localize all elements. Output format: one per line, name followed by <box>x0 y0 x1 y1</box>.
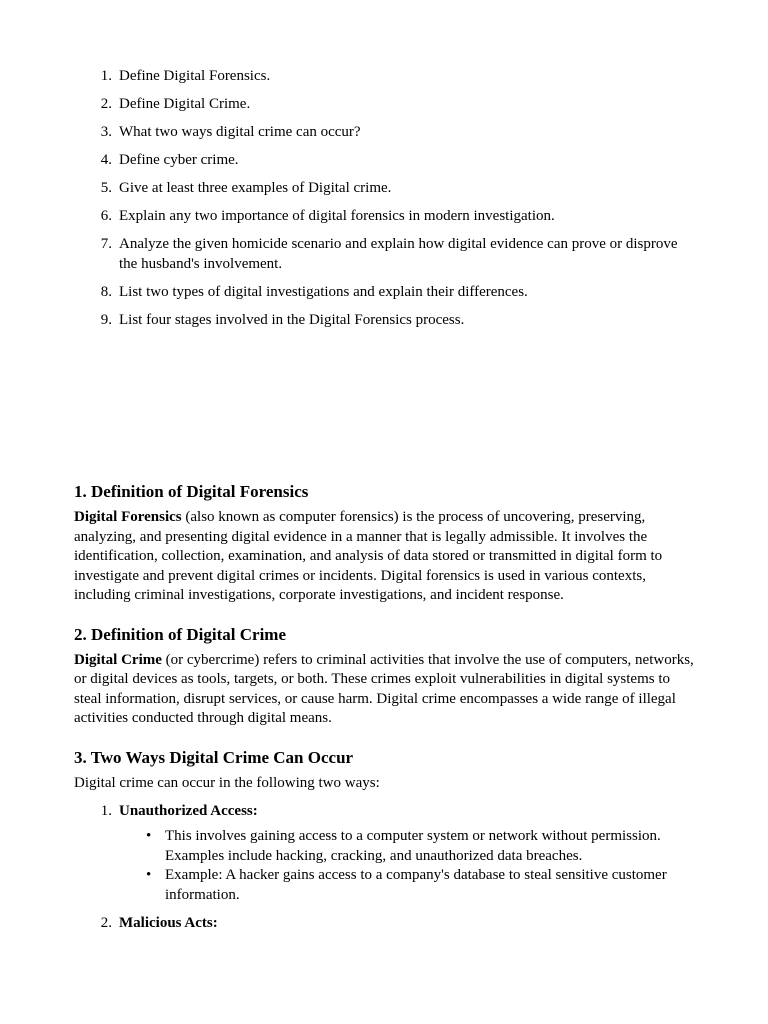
bullet-item <box>119 866 694 905</box>
paragraph-text: (also known as computer forensics) is the process of uncovering, preserving, analyzing, and presenting digital evidence in a manner that is legally admissible. It involves the identification, collection, examination, and analysis of data stored or transmitted in digital form to investigate and prevent digital crimes or incidents. Digital forensics is used in various contexts, including criminal investigations, corporate investigations, and incident response. <box>74 509 663 603</box>
question-number: 1. <box>100 68 112 84</box>
paragraph-text: (or cybercrime) refers to criminal activities that involve the use of computers, networks, or digital devices as tools, targets, or both. These crimes exploit vulnerabilities in digital systems to steal information, disrupt services, or cause harm. Digital crime encompasses a wide range of illegal activities conducted through digital means. <box>74 651 694 726</box>
ways-list-item <box>74 913 694 933</box>
question-item <box>74 206 694 226</box>
question-text: List two types of digital investigations and explain their differences. <box>119 284 528 300</box>
section-digital-crime <box>74 623 694 729</box>
question-text: Define Digital Crime. <box>119 96 251 112</box>
question-text: List four stages involved in the Digital Forensics process. <box>119 312 465 328</box>
question-text: Define cyber crime. <box>119 152 239 168</box>
question-text: Explain any two importance of digital forensics in modern investigation. <box>119 208 555 224</box>
question-item <box>74 94 694 114</box>
question-text: What two ways digital crime can occur? <box>119 124 361 140</box>
section-heading: 1. Definition of Digital Forensics <box>74 482 309 501</box>
question-text: Give at least three examples of Digital crime. <box>119 180 392 196</box>
question-item <box>74 234 694 274</box>
section-two-ways <box>74 746 694 934</box>
section-heading: 3. Two Ways Digital Crime Can Occur <box>74 747 354 767</box>
question-item <box>74 66 694 86</box>
question-number: 8. <box>100 284 112 300</box>
question-item <box>74 122 694 142</box>
question-list <box>74 66 694 338</box>
question-number: 2. <box>100 96 112 112</box>
bullet-text: Example: A hacker gains access to a company's database to steal sensitive customer information. <box>165 867 667 903</box>
list-item-title: Malicious Acts: <box>119 915 218 931</box>
section-digital-forensics <box>74 480 694 606</box>
question-item <box>74 282 694 302</box>
question-text: Define Digital Forensics. <box>119 68 271 84</box>
question-item <box>74 310 694 330</box>
term-bold: Digital Crime <box>74 651 162 668</box>
ways-list <box>74 801 694 933</box>
answers-section <box>74 480 694 941</box>
question-number: 3. <box>100 124 112 140</box>
question-number: 9. <box>100 312 112 328</box>
bullet-text: This involves gaining access to a computer system or network without permission. Examples include hacking, cracking, and unauthorized data breaches. <box>165 828 661 864</box>
question-number: 7. <box>100 236 112 252</box>
question-item <box>74 178 694 198</box>
list-number: 1. <box>100 803 112 819</box>
section-paragraph <box>74 508 694 606</box>
bullet-list <box>119 827 694 905</box>
question-number: 6. <box>100 208 112 224</box>
bullet-icon: • <box>146 828 152 844</box>
section-intro: Digital crime can occur in the following two ways: <box>74 774 380 791</box>
question-item <box>74 150 694 170</box>
list-item-title: Unauthorized Access: <box>119 803 258 819</box>
list-number: 2. <box>100 915 112 931</box>
question-number: 4. <box>100 152 112 168</box>
section-heading: 2. Definition of Digital Crime <box>74 624 286 644</box>
bullet-item <box>119 827 694 866</box>
term-bold: Digital Forensics <box>74 509 182 525</box>
section-paragraph <box>74 651 694 729</box>
question-number: 5. <box>100 180 112 196</box>
question-text: Analyze the given homicide scenario and explain how digital evidence can prove or disprove the husband's involvement. <box>119 236 678 272</box>
bullet-icon: • <box>146 867 152 883</box>
ways-list-item <box>74 801 694 905</box>
